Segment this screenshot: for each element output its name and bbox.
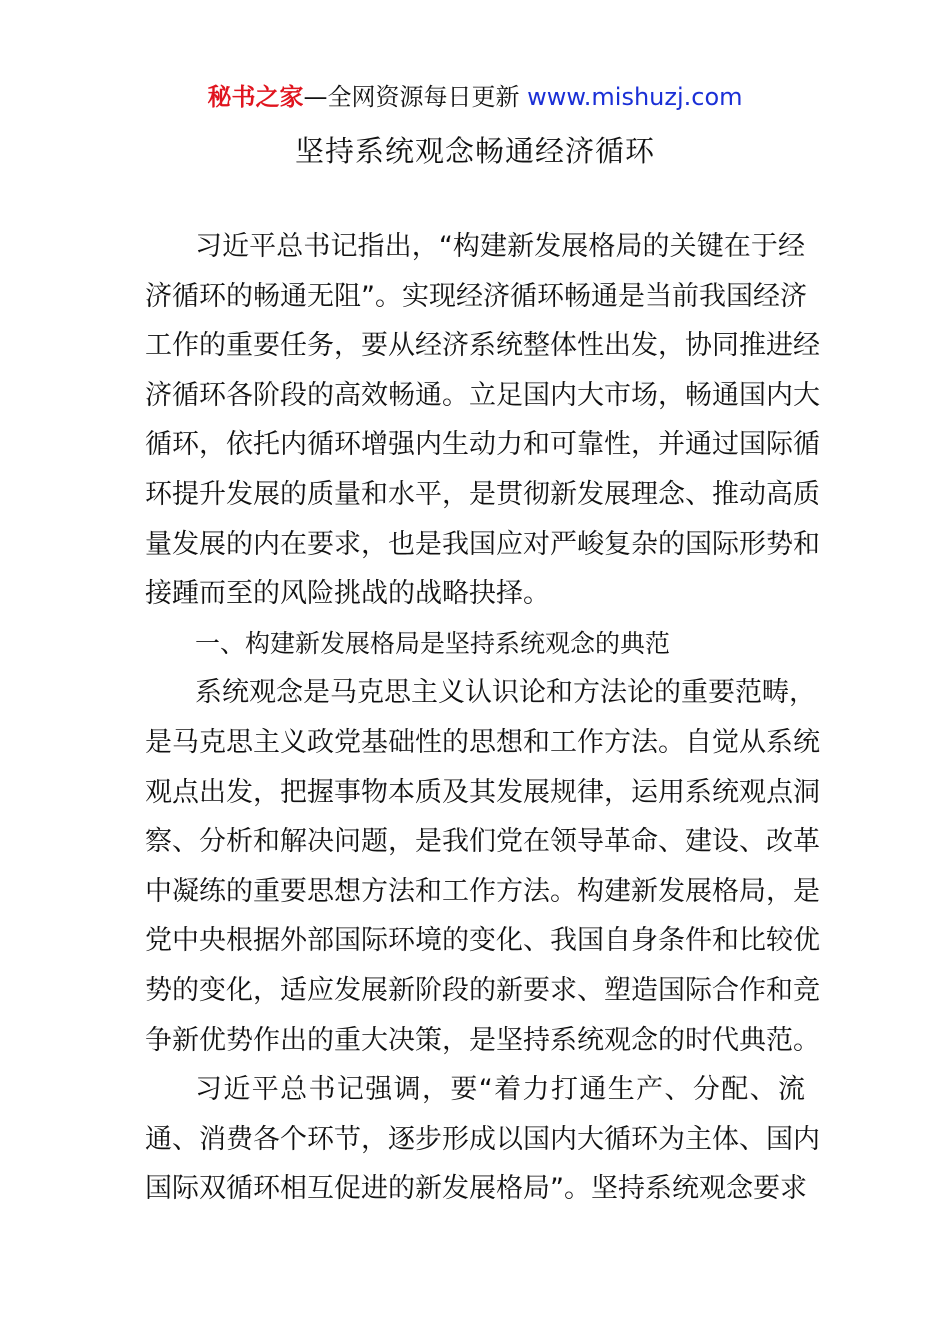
text-line: 习近平总书记指出，“构建新发展格局的关键在于经 (195, 231, 805, 262)
text-line: 循环，依托内循环增强内生动力和可靠性，并通过国际循 (145, 429, 820, 461)
text-line: 观点出发，把握事物本质及其发展规律，运用系统观点洞 (145, 776, 820, 808)
text-line: 济循环的畅通无阻”。实现经济循环畅通是当前我国经济 (145, 280, 807, 312)
section-heading: 一、构建新发展格局是坚持系统观念的典范 (195, 628, 671, 658)
text-line: 国际双循环相互促进的新发展格局”。坚持系统观念要求 (145, 1173, 807, 1205)
document-title: 坚持系统观念畅通经济循环 (294, 134, 655, 168)
text-line: 中凝练的重要思想方法和工作方法。构建新发展格局，是 (145, 875, 820, 907)
text-line: 势的变化，适应发展新阶段的新要求、塑造国际合作和竞 (145, 974, 820, 1006)
text-line: 争新优势作出的重大决策，是坚持系统观念的时代典范。 (145, 1024, 820, 1056)
text-line: 习近平总书记强调，要“着力打通生产、分配、流 (195, 1074, 805, 1106)
text-line: 察、分析和解决问题，是我们党在领导革命、建设、改革 (145, 826, 820, 858)
text-line: 系统观念是马克思主义认识论和方法论的重要范畴， (195, 677, 816, 709)
header-tagline: —全网资源每日更新 (303, 83, 520, 111)
text-line: 接踵而至的风险挑战的战略抉择。 (145, 578, 550, 610)
text-line: 济循环各阶段的高效畅通。立足国内大市场，畅通国内大 (145, 379, 820, 411)
text-line: 通、消费各个环节，逐步形成以国内大循环为主体、国内 (145, 1123, 820, 1155)
text-line: 工作的重要任务，要从经济系统整体性出发，协同推进经 (145, 330, 820, 362)
document-body (145, 222, 820, 1214)
site-header (0, 80, 950, 114)
text-line: 党中央根据外部国际环境的变化、我国自身条件和比较优 (145, 925, 820, 957)
brand-name: 秘书之家 (207, 83, 304, 111)
text-line: 环提升发展的质量和水平，是贯彻新发展理念、推动高质 (145, 478, 820, 510)
text-line: 是马克思主义政党基础性的思想和工作方法。自觉从系统 (145, 726, 820, 758)
site-url-link[interactable]: www.mishuzj.com (527, 83, 743, 111)
text-line: 量发展的内在要求，也是我国应对严峻复杂的国际形势和 (145, 528, 820, 560)
